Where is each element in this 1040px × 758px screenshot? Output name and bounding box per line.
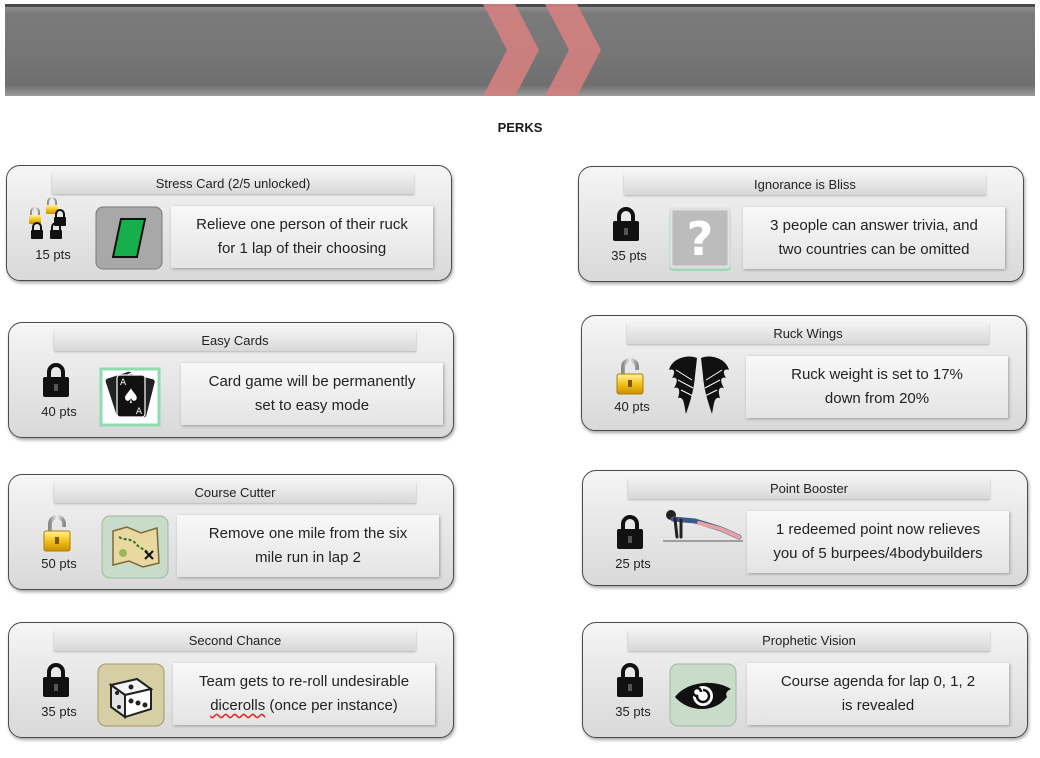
perk-card-prophetic-vision[interactable] (582, 622, 1028, 738)
desc-line-2: set to easy mode (254, 397, 370, 414)
perk-card-stress-card[interactable] (6, 165, 452, 281)
perk-points: 35 pts (615, 704, 651, 719)
perk-points: 40 pts (614, 399, 650, 414)
desc-line-1: Relieve one person of their ruck (196, 216, 408, 233)
desc-line-2: two countries can be omitted (778, 241, 970, 258)
desc-line-1: Ruck weight is set to 17% (791, 366, 963, 383)
desc-line-1: Remove one mile from the six (208, 525, 408, 542)
page-title: PERKS (497, 120, 543, 135)
perk-card-easy-cards[interactable] (8, 322, 454, 438)
perk-description (177, 515, 439, 577)
svg-text:♠: ♠ (122, 384, 140, 408)
perk-title: Point Booster (628, 478, 990, 499)
perk-status (25, 204, 85, 268)
dice-icon (97, 663, 165, 727)
lock-icon (611, 207, 641, 243)
perk-points: 25 pts (615, 556, 651, 571)
desc-line-1: Card game will be permanently (208, 373, 416, 390)
perk-status (600, 356, 660, 420)
perk-points: 35 pts (611, 248, 647, 263)
perk-card-ignorance-is-bliss[interactable] (578, 166, 1024, 282)
desc-line-1: Team gets to re-roll undesirable (198, 673, 410, 690)
perk-card-second-chance[interactable] (8, 622, 454, 738)
desc-line-2: down from 20% (824, 390, 930, 407)
chevron-logo-icon (5, 4, 1035, 96)
perk-status (27, 513, 87, 577)
perk-points: 35 pts (41, 704, 77, 719)
perk-status (601, 513, 661, 577)
unlocked-icon (41, 515, 73, 553)
svg-text:A: A (135, 407, 142, 417)
desc-line-2: is revealed (841, 697, 915, 714)
pushup-icon (659, 507, 743, 571)
perk-status (27, 361, 87, 425)
desc-line-1: Course agenda for lap 0, 1, 2 (780, 673, 976, 690)
treasure-map-icon (101, 515, 169, 579)
perk-description (181, 363, 443, 425)
multi-lock-icon (25, 196, 75, 240)
unlocked-icon (614, 358, 646, 396)
svg-text:A: A (120, 378, 127, 388)
perk-points: 40 pts (41, 404, 77, 419)
question-mark-icon (665, 205, 733, 269)
desc-line-2: for 1 lap of their choosing (217, 240, 387, 257)
perk-description (171, 206, 433, 268)
perk-description (747, 663, 1009, 725)
desc-line-2: you of 5 burpees/4bodybuilders (773, 545, 983, 562)
perk-title: Second Chance (54, 630, 416, 651)
perk-title: Course Cutter (54, 482, 416, 503)
perk-description (746, 356, 1008, 418)
perk-status (27, 661, 87, 725)
desc-line-2-rest: (once per instance) (265, 697, 398, 714)
lock-icon (615, 663, 645, 699)
perk-status (601, 661, 661, 725)
wings-icon (666, 350, 734, 414)
lock-icon (41, 663, 71, 699)
svg-text:?: ? (686, 212, 714, 266)
perk-title: Ignorance is Bliss (624, 174, 986, 195)
perk-card-ruck-wings[interactable] (581, 315, 1027, 431)
perk-description (173, 663, 435, 725)
perk-description (747, 511, 1009, 573)
perk-description (743, 207, 1005, 269)
desc-line-1: 3 people can answer trivia, and (770, 217, 978, 234)
perk-title: Ruck Wings (627, 323, 989, 344)
perk-title: Easy Cards (54, 330, 416, 351)
lock-icon (615, 515, 645, 551)
perk-status (597, 205, 657, 269)
playing-cards-icon (97, 363, 165, 427)
perk-card-point-booster[interactable] (582, 470, 1028, 586)
desc-line-1: 1 redeemed point now relieves (775, 521, 981, 538)
perk-title: Prophetic Vision (628, 630, 990, 651)
green-card-icon (95, 206, 163, 270)
perk-points: 15 pts (35, 247, 71, 262)
eye-icon (669, 663, 737, 727)
perk-points: 50 pts (41, 556, 77, 571)
perk-card-course-cutter[interactable] (8, 474, 454, 590)
perk-title: Stress Card (2/5 unlocked) (52, 173, 414, 194)
header-banner (5, 4, 1035, 96)
desc-line-2-word: dicerolls (210, 697, 266, 714)
lock-icon (41, 363, 71, 399)
desc-line-2: mile run in lap 2 (255, 549, 361, 566)
